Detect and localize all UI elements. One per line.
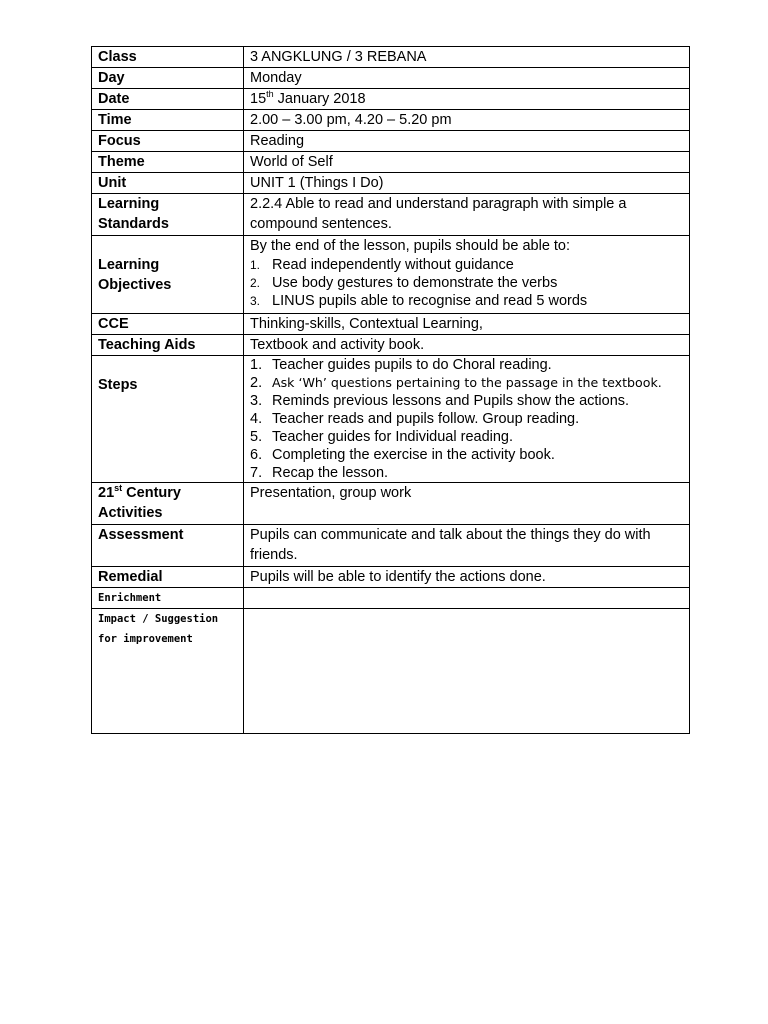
- list-item: [250, 292, 683, 310]
- learning-objectives-label-line-2: Objectives: [98, 276, 172, 293]
- impact-label: [92, 609, 244, 734]
- date-suffix: th: [266, 89, 274, 100]
- century-label: [92, 483, 244, 525]
- steps-label-text: Steps: [98, 377, 138, 393]
- century-num: 21: [98, 485, 115, 501]
- item-number: 3.: [250, 294, 261, 308]
- learning-standards-label-line-1: Learning: [98, 196, 160, 212]
- date-rest: January 2018: [273, 91, 366, 107]
- item-text: Teacher guides pupils to do Choral reading.: [272, 357, 552, 373]
- item-text: Teacher reads and pupils follow. Group reading.: [272, 411, 580, 427]
- row-unit: [92, 173, 690, 194]
- list-item: [250, 356, 683, 374]
- learning-standards-label: [92, 194, 244, 236]
- row-teaching-aids: [92, 335, 690, 356]
- item-text: Completing the exercise in the activity book.: [272, 447, 555, 463]
- learning-standards-value: [244, 194, 690, 236]
- enrichment-value: [244, 588, 690, 609]
- item-number: 2.: [250, 375, 263, 391]
- assessment-value: [244, 525, 690, 567]
- focus-value: Reading: [244, 131, 690, 152]
- list-item: [250, 428, 683, 446]
- steps-label: [92, 356, 244, 483]
- objectives-list: [250, 256, 683, 310]
- item-number: 7.: [250, 465, 263, 481]
- century-sup: st: [114, 483, 123, 494]
- unit-value: UNIT 1 (Things I Do): [244, 173, 690, 194]
- day-label: Day: [92, 68, 244, 89]
- learning-standards-label-line-2: Standards: [98, 216, 169, 232]
- century-rest: Century: [122, 485, 181, 501]
- time-value: 2.00 – 3.00 pm, 4.20 – 5.20 pm: [244, 110, 690, 131]
- learning-objectives-label-line-1: Learning: [98, 256, 160, 273]
- impact-value: [244, 609, 690, 734]
- class-label: Class: [92, 47, 244, 68]
- list-item: [250, 374, 683, 392]
- list-item: [250, 274, 683, 292]
- item-text: Ask ‘Wh’ questions pertaining to the passage in the textbook.: [272, 375, 662, 390]
- class-value: 3 ANGKLUNG / 3 REBANA: [244, 47, 690, 68]
- time-label: Time: [92, 110, 244, 131]
- century-value: Presentation, group work: [244, 483, 690, 525]
- enrichment-label: Enrichment: [92, 588, 244, 609]
- list-item: [250, 464, 683, 482]
- cce-value: Thinking-skills, Contextual Learning,: [244, 314, 690, 335]
- row-assessment: [92, 525, 690, 567]
- item-text: Read independently without guidance: [272, 257, 514, 273]
- item-number: 1.: [250, 258, 261, 272]
- learning-objectives-intro: By the end of the lesson, pupils should be able to:: [250, 238, 571, 254]
- assessment-label: Assessment: [92, 525, 244, 567]
- row-learning-objectives: [92, 236, 690, 314]
- learning-objectives-label: [92, 236, 244, 314]
- row-theme: [92, 152, 690, 173]
- row-class: [92, 47, 690, 68]
- learning-standards-value-line-2: compound sentences.: [250, 216, 392, 232]
- day-value: Monday: [244, 68, 690, 89]
- date-day: 15: [250, 91, 267, 107]
- steps-list: [250, 356, 683, 482]
- list-item: [250, 256, 683, 274]
- row-steps: [92, 356, 690, 483]
- row-enrichment: [92, 588, 690, 609]
- theme-label: Theme: [92, 152, 244, 173]
- century-label-line-1: [98, 483, 237, 503]
- theme-value: World of Self: [244, 152, 690, 173]
- teaching-aids-value: Textbook and activity book.: [244, 335, 690, 356]
- lesson-plan-table: [91, 46, 690, 734]
- item-number: 2.: [250, 276, 261, 290]
- item-number: 1.: [250, 357, 263, 373]
- assessment-value-line-2: friends.: [250, 547, 298, 563]
- row-focus: [92, 131, 690, 152]
- row-remedial: [92, 567, 690, 588]
- list-item: [250, 392, 683, 410]
- item-text: LINUS pupils able to recognise and read 5 words: [272, 293, 588, 309]
- row-cce: [92, 314, 690, 335]
- learning-objectives-value: [244, 236, 690, 314]
- learning-standards-value-line-1: 2.2.4 Able to read and understand paragraph with simple a: [250, 196, 627, 212]
- row-learning-standards: [92, 194, 690, 236]
- steps-value: [244, 356, 690, 483]
- remedial-label: Remedial: [92, 567, 244, 588]
- list-item: [250, 446, 683, 464]
- row-date: [92, 89, 690, 110]
- century-label-line-2: Activities: [98, 505, 163, 521]
- row-21st-century: [92, 483, 690, 525]
- row-time: [92, 110, 690, 131]
- impact-label-line-1: Impact / Suggestion: [98, 613, 219, 625]
- item-number: 3.: [250, 393, 263, 409]
- impact-label-line-2: for improvement: [98, 633, 193, 645]
- date-label: Date: [92, 89, 244, 110]
- teaching-aids-label: Teaching Aids: [92, 335, 244, 356]
- remedial-value: Pupils will be able to identify the actions done.: [244, 567, 690, 588]
- item-text: Recap the lesson.: [272, 465, 389, 481]
- row-impact: [92, 609, 690, 734]
- list-item: [250, 410, 683, 428]
- item-text: Teacher guides for Individual reading.: [272, 429, 514, 445]
- focus-label: Focus: [92, 131, 244, 152]
- assessment-value-line-1: Pupils can communicate and talk about the things they do with: [250, 527, 651, 543]
- item-number: 4.: [250, 411, 263, 427]
- item-number: 5.: [250, 429, 263, 445]
- item-text: Reminds previous lessons and Pupils show the actions.: [272, 393, 630, 409]
- unit-label: Unit: [92, 173, 244, 194]
- item-text: Use body gestures to demonstrate the verbs: [272, 275, 558, 291]
- item-number: 6.: [250, 447, 263, 463]
- row-day: [92, 68, 690, 89]
- date-value: [244, 89, 690, 110]
- cce-label: CCE: [92, 314, 244, 335]
